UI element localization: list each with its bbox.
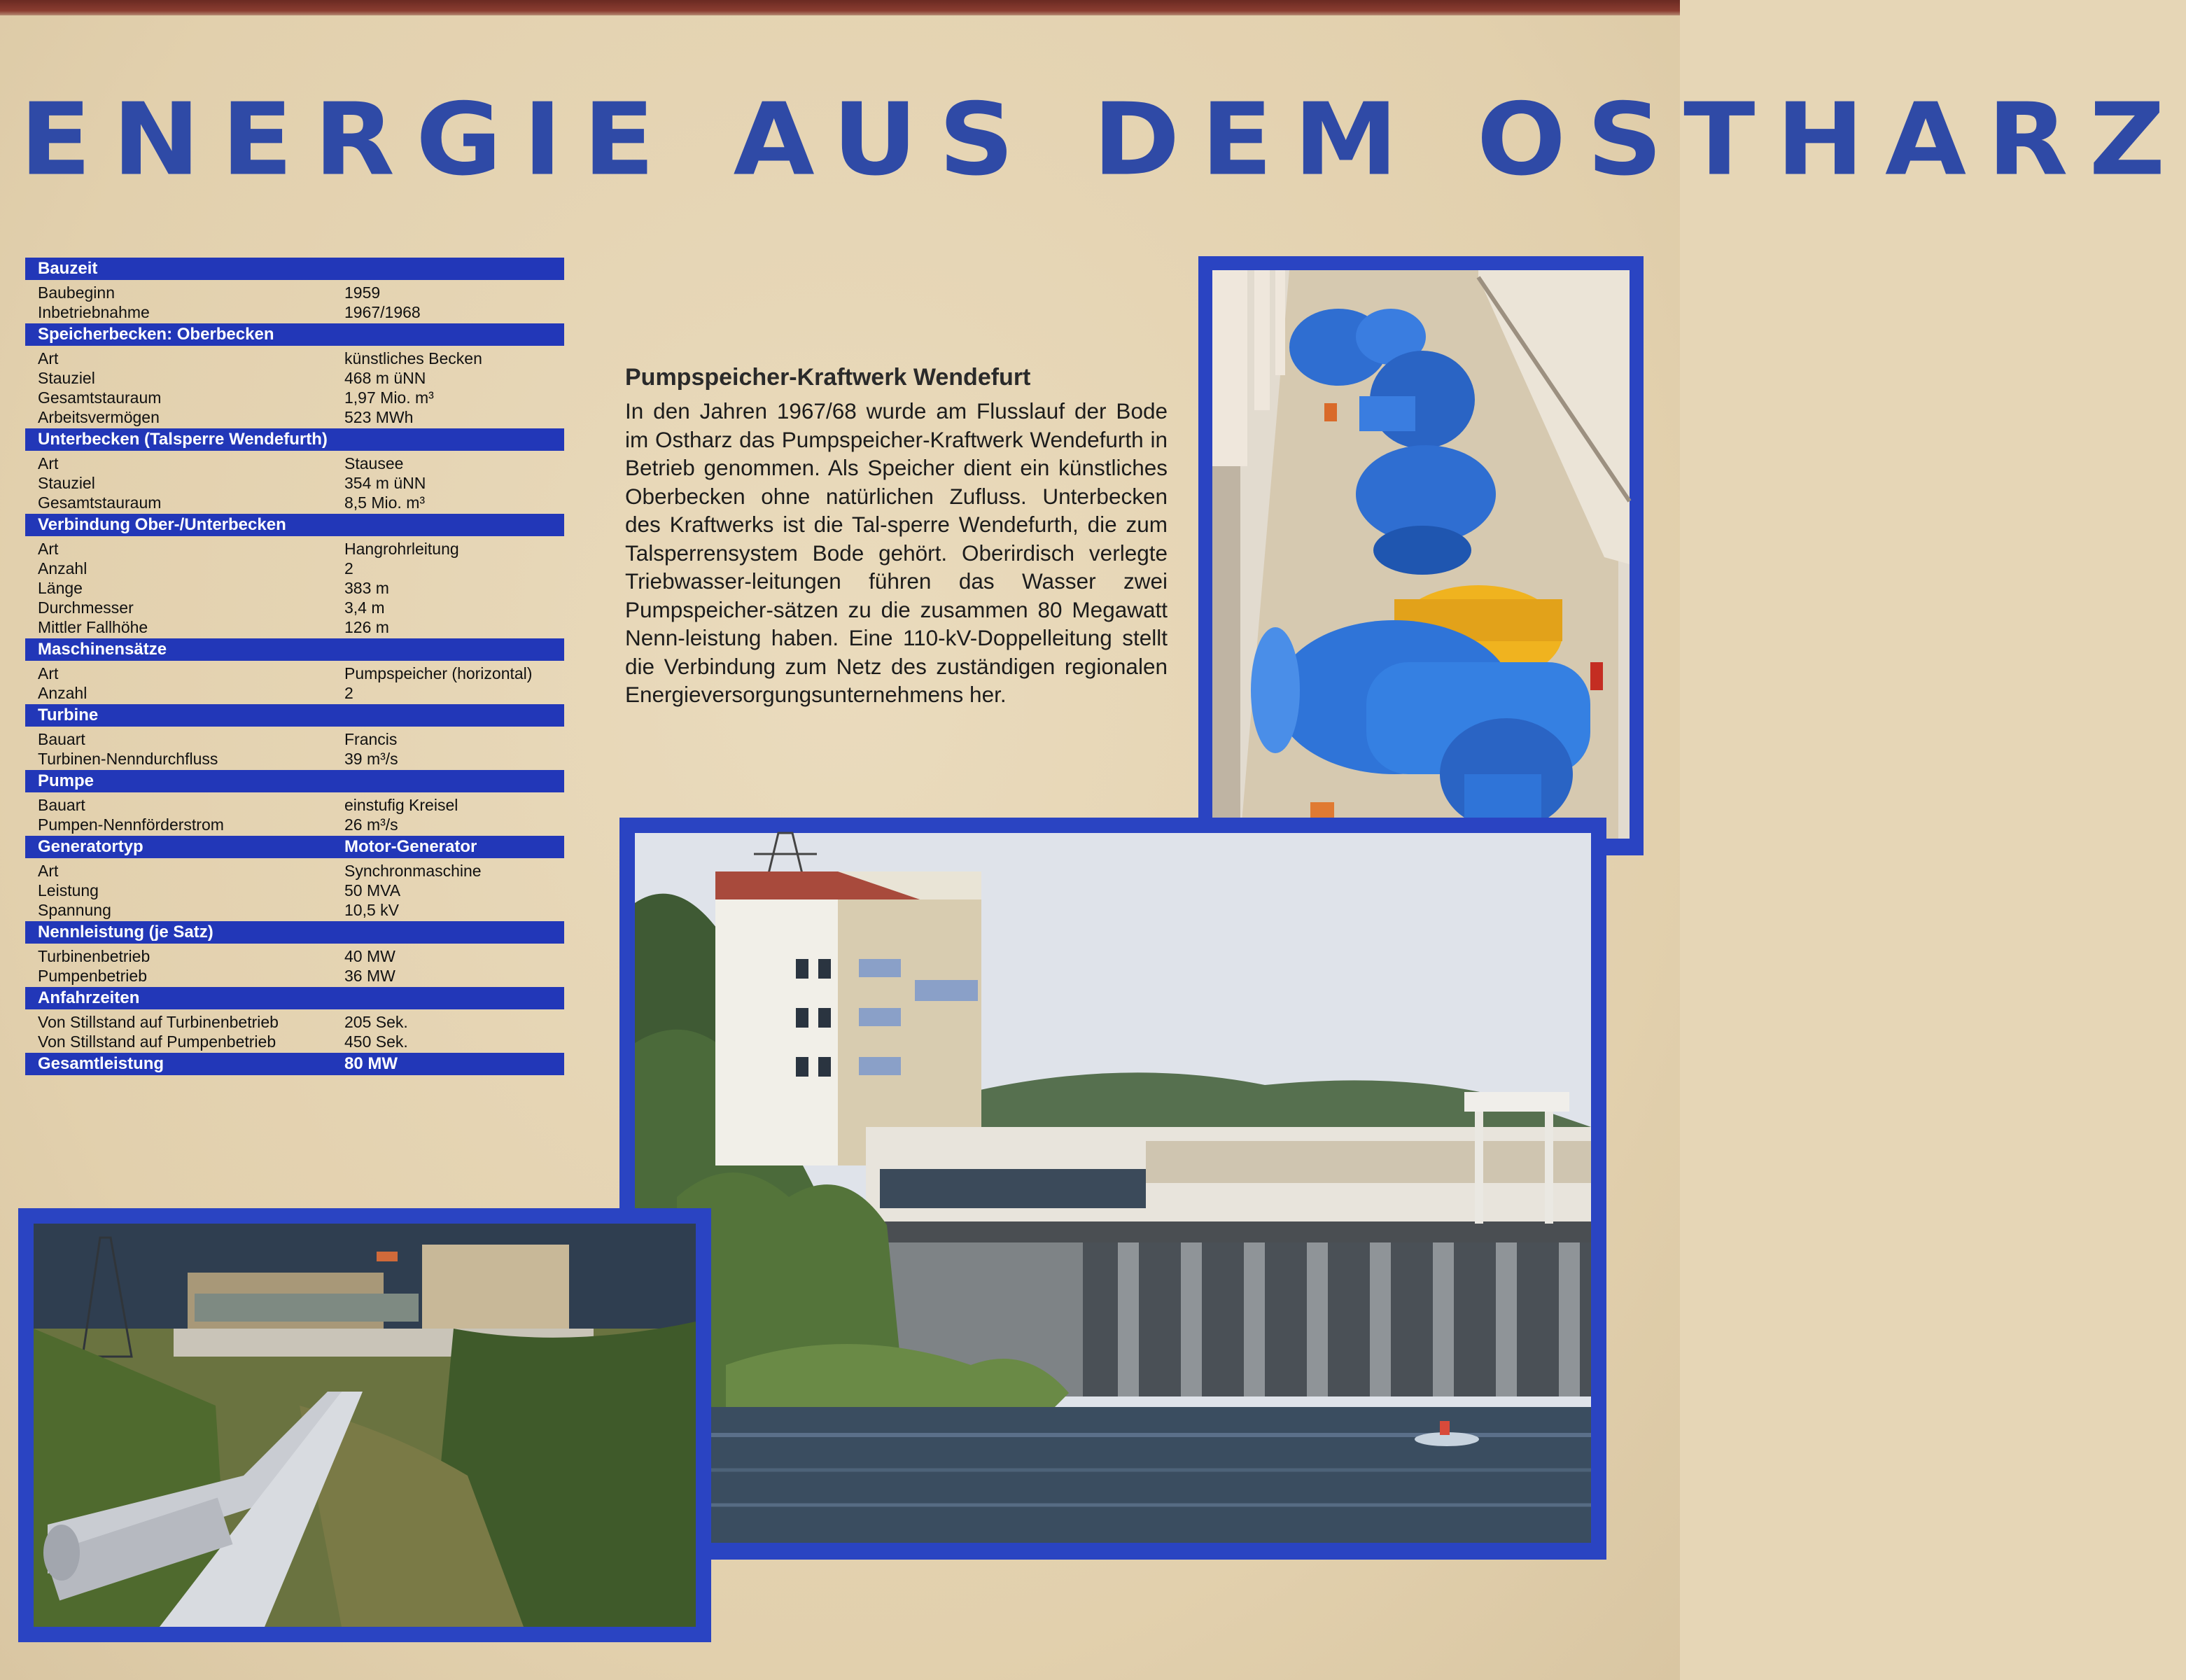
wooden-frame-top — [0, 0, 1680, 15]
photo-power-station-frame — [619, 818, 1606, 1560]
spec-row — [25, 559, 564, 578]
spec-value: 26 m³/s — [344, 816, 398, 834]
board-title: ENERGIE AUS DEM OSTHARZ — [20, 82, 2186, 198]
article-body: In den Jahren 1967/68 wurde am Flusslauf der Bode im Ostharz das Pumpspeicher-Kraftwerk Wendefurth in Betrieb genommen. Als Speicher dient ein künstliches Oberbecken ohne natürlichen Zufluss. Unterbecken des Kraftwerks ist die Tal-sperre Wendefurth, die zum Talsperrensystem Bode gehört. Oberirdisch verlegte Triebwasser-leitungen führen das Wasser zwei Pumpspeicher-sätzen zu die zusammen 80 Megawatt Nenn-leistung haben. Eine 110-kV-Doppelleitung stellt die Verbindung zum Netz des zuständigen regionalen Energieversorgungsunternehmens her. — [625, 398, 1168, 707]
spec-row — [25, 683, 564, 703]
spec-label: Arbeitsvermögen — [38, 408, 160, 426]
spec-section — [25, 258, 564, 323]
spec-value: 523 MWh — [344, 408, 414, 426]
spec-section-heading — [25, 770, 564, 792]
spec-section-title: Speicherbecken: Oberbecken — [38, 325, 274, 344]
spec-section-title: Anfahrzeiten — [38, 988, 140, 1007]
spec-label: Stauziel — [38, 369, 95, 387]
spec-section-title: Maschinensätze — [38, 640, 167, 659]
spec-row — [25, 617, 564, 637]
spec-section-heading — [25, 638, 564, 661]
spec-row — [25, 966, 564, 986]
spec-value: 10,5 kV — [344, 901, 399, 919]
spec-label: Art — [38, 540, 59, 558]
spec-section-title: Unterbecken (Talsperre Wendefurth) — [38, 430, 328, 449]
spec-row — [25, 473, 564, 493]
spec-section — [25, 428, 564, 514]
spec-label: Inbetriebnahme — [38, 303, 150, 321]
spec-value: 450 Sek. — [344, 1032, 408, 1051]
spec-value: 205 Sek. — [344, 1013, 408, 1031]
article — [625, 364, 1168, 709]
spec-label: Anzahl — [38, 684, 87, 702]
spec-section-heading — [25, 836, 564, 858]
spec-section-title: Pumpe — [38, 771, 94, 790]
spec-label: Art — [38, 862, 59, 880]
spec-row — [25, 881, 564, 900]
spec-section — [25, 987, 564, 1053]
spec-row — [25, 815, 564, 834]
spec-section-heading — [25, 428, 564, 451]
spec-value: 39 m³/s — [344, 750, 398, 768]
spec-section-title: Gesamtleistung — [38, 1054, 164, 1073]
spec-value: 354 m üNN — [344, 474, 426, 492]
spec-section — [25, 1053, 564, 1075]
spec-section-value: 80 MW — [344, 1054, 398, 1073]
spec-label: Pumpen-Nennförderstrom — [38, 816, 224, 834]
spec-section-value: Motor-Generator — [344, 837, 477, 856]
spec-value: Hangrohrleitung — [344, 540, 459, 558]
spec-row — [25, 1012, 564, 1032]
spec-section-title: Nennleistung (je Satz) — [38, 923, 213, 941]
spec-section-title: Bauzeit — [38, 259, 98, 278]
spec-label: Pumpenbetrieb — [38, 967, 147, 985]
spec-section-title: Verbindung Ober-/Unterbecken — [38, 515, 286, 534]
spec-row — [25, 539, 564, 559]
spec-value: 1967/1968 — [344, 303, 421, 321]
spec-section — [25, 323, 564, 428]
spec-section — [25, 836, 564, 921]
spec-value: 468 m üNN — [344, 369, 426, 387]
spec-section-heading — [25, 258, 564, 280]
spec-value: 40 MW — [344, 947, 395, 965]
spec-value: 1,97 Mio. m³ — [344, 388, 434, 407]
spec-label: Bauart — [38, 796, 85, 814]
spec-label: Art — [38, 664, 59, 682]
spec-label: Stauziel — [38, 474, 95, 492]
spec-row — [25, 578, 564, 598]
spec-row — [25, 1032, 564, 1051]
spec-row — [25, 861, 564, 881]
spec-section-heading — [25, 514, 564, 536]
spec-value: künstliches Becken — [344, 349, 482, 368]
spec-section-title: Generatortyp — [38, 837, 143, 856]
spec-value: Stausee — [344, 454, 404, 472]
spec-value: 2 — [344, 684, 353, 702]
spec-value: Pumpspeicher (horizontal) — [344, 664, 533, 682]
spec-row — [25, 946, 564, 966]
spec-value: 3,4 m — [344, 598, 385, 617]
spec-label: Gesamtstauraum — [38, 493, 162, 512]
spec-label: Mittler Fallhöhe — [38, 618, 148, 636]
spec-row — [25, 598, 564, 617]
spec-value: 1959 — [344, 284, 381, 302]
spec-row — [25, 493, 564, 512]
spec-label: Von Stillstand auf Turbinenbetrieb — [38, 1013, 279, 1031]
spec-value: einstufig Kreisel — [344, 796, 458, 814]
spec-value: 36 MW — [344, 967, 395, 985]
spec-row — [25, 388, 564, 407]
spec-label: Gesamtstauraum — [38, 388, 162, 407]
spec-section-heading — [25, 1053, 564, 1075]
spec-row — [25, 407, 564, 427]
spec-section — [25, 638, 564, 704]
photo-pipelines-frame — [18, 1208, 711, 1642]
spec-value: 50 MVA — [344, 881, 401, 899]
spec-section — [25, 514, 564, 638]
spec-label: Durchmesser — [38, 598, 134, 617]
spec-label: Leistung — [38, 881, 99, 899]
spec-section-heading — [25, 323, 564, 346]
spec-value: 383 m — [344, 579, 389, 597]
spec-section — [25, 704, 564, 770]
spec-row — [25, 302, 564, 322]
specs-table — [25, 258, 564, 1075]
spec-value: 8,5 Mio. m³ — [344, 493, 426, 512]
spec-section-heading — [25, 704, 564, 727]
spec-label: Anzahl — [38, 559, 87, 578]
spec-row — [25, 368, 564, 388]
spec-row — [25, 664, 564, 683]
spec-label: Turbinenbetrieb — [38, 947, 150, 965]
spec-value: Synchronmaschine — [344, 862, 482, 880]
photo-machine-hall-frame — [1198, 256, 1644, 855]
photo-pipelines — [34, 1224, 696, 1627]
spec-row — [25, 749, 564, 769]
spec-value: Francis — [344, 730, 398, 748]
spec-row — [25, 795, 564, 815]
spec-section-heading — [25, 921, 564, 944]
spec-section-heading — [25, 987, 564, 1009]
spec-label: Spannung — [38, 901, 111, 919]
spec-value: 126 m — [344, 618, 389, 636]
spec-label: Baubeginn — [38, 284, 115, 302]
article-heading: Pumpspeicher-Kraftwerk Wendefurt — [625, 364, 1031, 391]
spec-row — [25, 729, 564, 749]
spec-row — [25, 283, 564, 302]
spec-row — [25, 900, 564, 920]
spec-label: Turbinen-Nenndurchfluss — [38, 750, 218, 768]
spec-section-title: Turbine — [38, 706, 99, 724]
spec-label: Art — [38, 349, 59, 368]
spec-section — [25, 770, 564, 836]
spec-row — [25, 454, 564, 473]
spec-label: Bauart — [38, 730, 85, 748]
spec-label: Von Stillstand auf Pumpenbetrieb — [38, 1032, 276, 1051]
spec-row — [25, 349, 564, 368]
spec-value: 2 — [344, 559, 353, 578]
spec-label: Länge — [38, 579, 83, 597]
spec-label: Art — [38, 454, 59, 472]
photo-power-station — [635, 833, 1591, 1543]
spec-section — [25, 921, 564, 987]
photo-machine-hall — [1212, 270, 1630, 839]
